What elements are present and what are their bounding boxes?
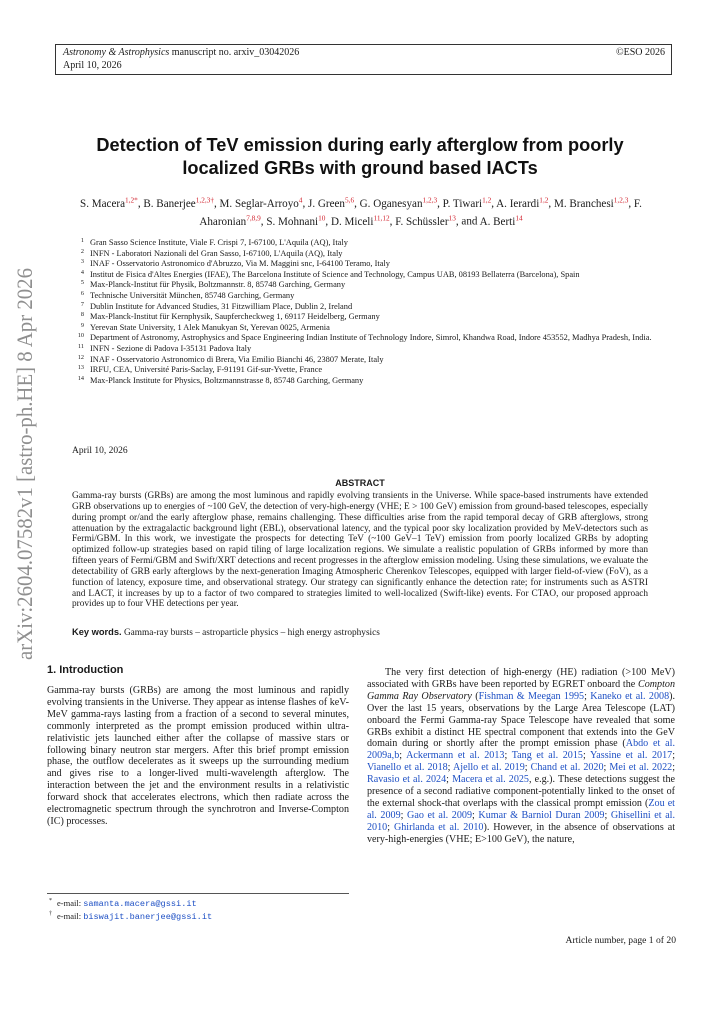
- author: [553, 195, 629, 210]
- running-header: [55, 44, 672, 75]
- citation-link[interactable]: Kumar & Barniol Duran 2009: [478, 809, 605, 821]
- keywords-text: Gamma-ray bursts – astroparticle physics – high energy astrophysics: [123, 628, 380, 638]
- citation-link[interactable]: Macera et al. 2025: [452, 774, 529, 786]
- author-name: F. Schüssler: [395, 215, 449, 228]
- author-affiliation-marker: 5,6: [344, 195, 355, 204]
- citation-link[interactable]: Tang et al. 2015: [511, 750, 583, 762]
- affiliation-text: Yerevan State University, 1 Alek Manukyan St, Yerevan 0025, Armenia: [90, 322, 330, 332]
- affiliation-text: Department of Astronomy, Astrophysics and Space Engineering Indian Institute of Technology Indore, Simrol, Khandwa Road, Indore 453552, Madhya Pradesh, India.: [90, 333, 652, 343]
- keywords-label: Key words.: [72, 627, 122, 637]
- affiliation-text: Technische Universität München, 85748 Garching, Germany: [90, 290, 295, 300]
- affiliation-item: [72, 333, 662, 344]
- affiliation-number: 5: [80, 279, 84, 287]
- journal-name: Astronomy & Astrophysics: [63, 47, 170, 58]
- affiliation-item: [72, 312, 662, 323]
- author-name: M. Branchesi: [553, 197, 614, 210]
- affiliation-number: 6: [80, 289, 84, 297]
- affiliation-list: [72, 238, 662, 386]
- author-affiliation-marker: 1,2,3: [613, 195, 629, 204]
- author: [308, 195, 355, 210]
- affiliation-item: [72, 280, 662, 291]
- citation-link[interactable]: Chand et al. 2020: [530, 762, 604, 774]
- author: [479, 213, 523, 228]
- affiliation-text: Max-Planck-Institut für Kernphysik, Saupfercheckweg 1, 69117 Heidelberg, Germany: [90, 312, 380, 322]
- affiliation-text: Dublin Institute for Advanced Studies, 31 Fitzwilliam Place, Dublin 2, Ireland: [90, 301, 353, 311]
- affiliation-number: 3: [80, 258, 84, 266]
- author: [80, 195, 138, 210]
- abstract-heading: ABSTRACT: [335, 478, 385, 488]
- affiliation-number: 13: [77, 364, 84, 372]
- affiliation-number: 8: [80, 311, 84, 319]
- author-list: S. Macera$^{1,2*}$, B. Banerjee$^{1,2,3\dagger}$, M. Seglar-Arroyo$^4$, J. Green$^{5,6}$, G. Oganesyan$^{1,2,3}$, P. Tiwari$^{1,2}$, A. Ierardi$^{1,2}$, M. Branchesi$^{1,2,3}$, F. Aharonian$^{7,8,9}$, S. Mohnani$^{10}$, D. Miceli$^{11,12}$, F. Schüssler$^{13}$, and A. Berti$^{14}$: [80, 195, 642, 228]
- affiliation-number: 14: [77, 374, 84, 382]
- author-name: F. Aharonian: [199, 197, 642, 228]
- article-page-number: Article number, page 1 of 20: [565, 935, 676, 946]
- footnote-label: e-mail:: [57, 898, 84, 908]
- arxiv-identifier-text: arXiv:2604.07582v1 [astro-ph.HE] 8 Apr 2026: [12, 268, 37, 660]
- citation-link[interactable]: Ajello et al. 2019: [453, 762, 525, 774]
- author-name: B. Banerjee: [143, 197, 196, 210]
- author-name: S. Macera: [80, 197, 126, 210]
- author-affiliation-marker: 1,2: [482, 195, 492, 204]
- footnote-label: e-mail:: [57, 910, 84, 921]
- affiliation-text: INFN - Sezione di Padova I-35131 Padova Italy: [90, 343, 252, 353]
- affiliation-number: 7: [80, 300, 84, 308]
- paper-date: April 10, 2026: [72, 446, 128, 456]
- email-link[interactable]: samanta.macera@gssi.it: [83, 899, 197, 909]
- right-column: [367, 667, 675, 846]
- affiliation-text: INAF - Osservatorio Astronomico di Brera, Via Emilio Bianchi 46, 23807 Merate, Italy: [90, 354, 384, 364]
- citation-link[interactable]: Vianello et al. 2018: [367, 762, 448, 774]
- affiliation-item: [72, 270, 662, 281]
- affiliation-number: 12: [77, 353, 84, 361]
- paper-title: Detection of TeV emission during early afterglow from poorly localized GRBs with ground based IACTs: [96, 135, 624, 178]
- author: [442, 195, 492, 210]
- author-affiliation-marker: 13: [448, 213, 456, 223]
- author-name: M. Seglar-Arroyo: [219, 197, 299, 210]
- affiliation-number: 2: [80, 247, 84, 255]
- author-affiliation-marker: 14: [515, 213, 523, 223]
- citation-link[interactable]: Zou et al. 2009: [367, 797, 675, 821]
- author: [496, 195, 549, 210]
- citation-link[interactable]: Ravasio et al. 2024: [367, 774, 447, 786]
- author-name: S. Mohnani: [266, 215, 319, 228]
- arxiv-identifier-stamp: [8, 268, 38, 660]
- author-affiliation-marker: 10: [318, 213, 326, 223]
- left-column: [47, 685, 349, 828]
- author-affiliation-marker: 1,2,3: [422, 195, 438, 204]
- affiliation-item: [72, 355, 662, 366]
- author-name: J. Green: [308, 197, 345, 210]
- running-header-left: [63, 47, 299, 72]
- affiliation-item: [72, 376, 662, 387]
- author: [219, 195, 303, 210]
- author-affiliation-marker: 1,2*: [125, 195, 138, 204]
- affiliation-number: 4: [80, 268, 84, 276]
- affiliation-item: [72, 323, 662, 334]
- affiliation-text: INFN - Laboratori Nazionali del Gran Sasso, I-67100, L'Aquila (AQ), Italy: [90, 248, 343, 258]
- footnotes: [47, 893, 349, 923]
- citation-link[interactable]: Ghirlanda et al. 2010: [393, 821, 484, 833]
- author-name: D. Miceli: [330, 215, 374, 228]
- author: [266, 213, 326, 228]
- affiliation-item: [72, 302, 662, 313]
- affiliation-number: 10: [77, 332, 84, 340]
- affiliation-number: 9: [80, 321, 84, 329]
- author: [359, 195, 438, 210]
- affiliation-number: 11: [78, 342, 84, 350]
- author-affiliation-marker: 11,12: [373, 213, 390, 223]
- affiliation-item: [72, 249, 662, 260]
- affiliation-item: [72, 365, 662, 376]
- citation-link[interactable]: Fishman & Meegan 1995: [478, 690, 585, 702]
- affiliation-text: INAF - Osservatorio Astronomico d'Abruzzo, Via M. Maggini snc, I-64100 Teramo, Italy: [90, 259, 390, 269]
- citation-link[interactable]: Yassine et al. 2017: [590, 750, 673, 762]
- author-name: G. Oganesyan: [359, 197, 423, 210]
- affiliation-text: Institut de Fisica d'Altes Energies (IFAE), The Barcelona Institute of Science and Technology, Campus UAB, 08193 Bellaterra (Barcelona), Spain: [90, 269, 580, 279]
- citation-link[interactable]: Gao et al. 2009: [407, 809, 472, 821]
- author-affiliation-marker: 4: [298, 195, 303, 204]
- affiliation-text: Gran Sasso Science Institute, Viale F. Crispi 7, I-67100, L'Aquila (AQ), Italy: [90, 238, 348, 247]
- author: [143, 195, 214, 210]
- keywords: [72, 627, 648, 638]
- author-name: A. Ierardi: [496, 197, 540, 210]
- affiliation-item: [72, 291, 662, 302]
- author-affiliation-marker: 1,2,3†: [195, 195, 214, 204]
- citation-link[interactable]: Mei et al. 2022: [609, 762, 673, 774]
- author-affiliation-marker: 7,8,9: [246, 213, 261, 223]
- citation-link[interactable]: Abdo et al. 2009a,b: [367, 738, 675, 762]
- affiliation-text: IRFU, CEA, Université Paris-Saclay, F-91191 Gif-sur-Yvette, France: [90, 365, 323, 375]
- author: [330, 213, 390, 228]
- citation-link[interactable]: Ghisellini et al. 2010: [367, 809, 676, 833]
- footnote-mark: *: [49, 898, 52, 904]
- section-title-introduction: 1. Introduction: [47, 664, 124, 676]
- affiliation-text: Max-Planck-Institut für Physik, Boltzmannstr. 8, 85748 Garching, Germany: [90, 280, 346, 290]
- author-name: A. Berti: [479, 215, 516, 228]
- author-name: P. Tiwari: [442, 197, 483, 210]
- email-link[interactable]: biswajit.banerjee@gssi.it: [83, 911, 213, 922]
- footnote-mark: †: [49, 910, 52, 917]
- citation-link[interactable]: Kaneko et al. 2008: [590, 690, 670, 702]
- manuscript-number: manuscript no. arxiv_03042026: [171, 47, 300, 58]
- affiliation-number: 1: [80, 237, 84, 244]
- affiliation-text: Max-Planck Institute for Physics, Boltzmannstrasse 8, 85748 Garching, Germany: [90, 375, 364, 385]
- author: [395, 213, 456, 228]
- footnote-email-2: [47, 911, 349, 924]
- author-affiliation-marker: 1,2: [539, 195, 549, 204]
- affiliation-item: [72, 259, 662, 270]
- abstract-text: Gamma-ray bursts (GRBs) are among the most luminous and rapidly evolving transients in the Universe. While space-based instruments have extended GRB observations up to energies of ~100 GeV, the detection of very-high-energy (VHE; E > 100 GeV) emission from ground-based telescopes, especially during prompt or/and the early afterglow phase, remains challenging. These difficulties arise from the rapid temporal decay of GRB afterglows, strong attenuation by the extragalactic background light (EBL), observational latency, and the typical poor sky localization provided by MeV-detectors such as Fermi/GBM. In this work, we investigate the prospects for detecting TeV (~100 GeV–1 TeV) emission from poorly localized GRBs by adopting optimized follow-up strategies based on rapid tiling of large localization regions. We simulate a realistic population of GRBs informed by more than fifteen years of Fermi/GBM and Swift/XRT detections and recent progresses in the afterglow emission modeling. Using these simulations, we evaluate the detectability of GRB early afterglows by the next-generation Imaging Atmospheric Cherenkov Telescopes, equipped with larger field-of-view (FoV), as a function of latency, exposure time, and observational strategy. Our strategy can significantly enhance the detection rate; for instruments such as ASTRI and LACT, it increases by up to a factor of two compared to strategies limited to well-localized (Swift-like) events. For CTAO, our proposed approach provides up to four VHE detections per year.: [72, 491, 648, 610]
- affiliation-item: [72, 238, 662, 249]
- copyright-notice: ©ESO 2026: [616, 47, 665, 58]
- intro-paragraph-1: Gamma-ray bursts (GRBs) are among the most luminous and rapidly evolving transients in the Universe. They appear as intense flashes of keV-MeV gamma-rays lasting from a fraction of a second to several minutes, commonly interpreted as the prompt emission produced within ultra-relativistic jets launched either after the collapse of massive stars or following binary neutron star mergers. After this brief prompt emission phase, the outflow decelerates as it sweeps up the surrounding medium and gives rise to a longer-lived multi-wavelength afterglow. The interaction between the jet and the environment results in a relativistic forward shock that accelerates electrons, which then radiate across the electromagnetic spectrum through the synchrotron and Inverse-Compton (IC) processes.: [47, 685, 349, 827]
- observatory-name: Compton Gamma Ray Observatory: [367, 678, 675, 702]
- intro-paragraph-2: The very first detection of high-energy (HE) radiation (>100 MeV) associated with GRBs have been reported by EGRET onboard the Compton Gamma Ray Observatory (Fishman & Meegan 1995; Kaneko et al. 2008). Over the last 15 years, observations by the Large Area Telescope (LAT) onboard the Fermi Gamma-ray Space Telescope have revealed that some GRBs exhibit a distinct HE spectral component that extends into the GeV domain during or shortly after the prompt emission phase (Abdo et al. 2009a,b; Ackermann et al. 2013; Tang et al. 2015; Yassine et al. 2017; Vianello et al. 2018; Ajello et al. 2019; Chand et al. 2020; Mei et al. 2022; Ravasio et al. 2024; Macera et al. 2025, e.g.). These detections suggest the presence of a second radiative component-potentially linked to the onset of the external shock-that overlaps with the classical prompt emission (Zou et al. 2009; Gao et al. 2009; Kumar & Barniol Duran 2009; Ghisellini et al. 2010; Ghirlanda et al. 2010). However, in the absence of observations at very-high-energies (VHE; E>100 GeV), the nature,: [367, 667, 676, 845]
- header-date: April 10, 2026: [63, 59, 122, 71]
- footnote-email-1: [47, 898, 349, 911]
- affiliation-item: [72, 344, 662, 355]
- citation-link[interactable]: Ackermann et al. 2013: [406, 750, 505, 762]
